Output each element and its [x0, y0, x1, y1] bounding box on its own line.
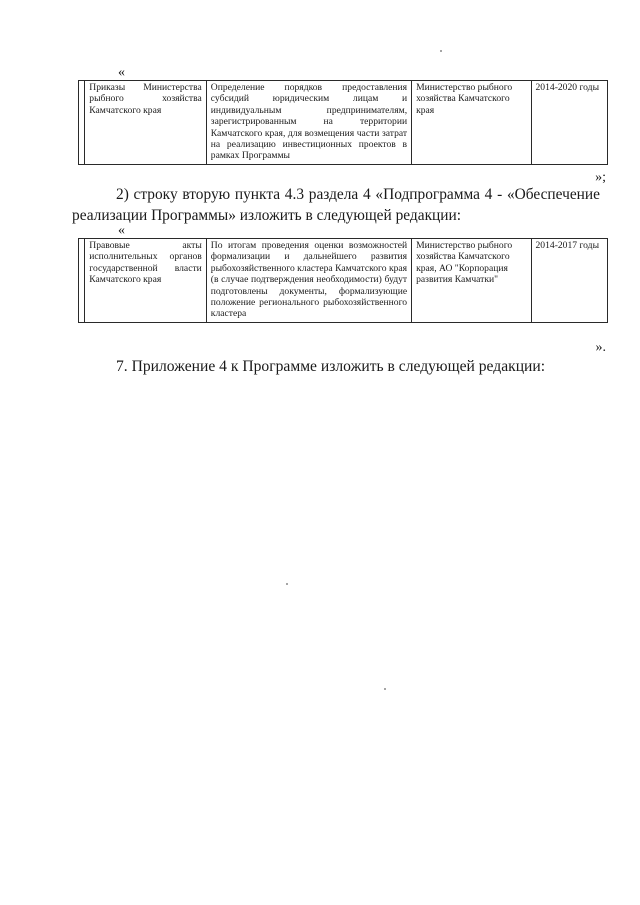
table-program-row-1 [78, 80, 608, 165]
table-cell-period: 2014-2020 годы [531, 81, 608, 165]
opening-quote-1: « [118, 65, 125, 80]
opening-quote-2: « [118, 223, 125, 238]
table-row [79, 81, 608, 165]
scan-speck [440, 50, 442, 52]
table-cell-executor: Министерство рыбного хозяйства Камчатского края [412, 81, 531, 165]
table-cell-executor: Министерство рыбного хозяйства Камчатского края, АО "Корпорация развития Камчатки" [412, 239, 531, 323]
paragraph-item-2-text: 2) строку вторую пункта 4.3 раздела 4 «Подпрограмма 4 - «Обеспечение реализации Программы» изложить в следующей редакции: [72, 186, 600, 224]
table-cell-document: Приказы Министерства рыбного хозяйства Камчатского края [85, 81, 207, 165]
table-cell-content: Определение порядков предоставления субсидий юридическим лицам и индивидуальным предпринимателям, зарегистрированным на территории Камчатского края, для возмещения части затрат на реализацию инвестиционных проектов в рамках Программы [206, 81, 411, 165]
closing-quote-2: ». [595, 340, 606, 355]
scan-speck [384, 688, 386, 690]
table-cell-period: 2014-2017 годы [531, 239, 608, 323]
table-cell-document: Правовые акты исполнительных органов государственной власти Камчатского края [85, 239, 207, 323]
closing-quote-1: »; [595, 170, 606, 185]
table-row [79, 239, 608, 323]
paragraph-item-2 [72, 184, 600, 226]
table-program-row-2 [78, 238, 608, 323]
scan-speck [286, 583, 288, 585]
table-cell-content: По итогам проведения оценки возможностей формализации и дальнейшего развития рыбохозяйственного кластера Камчатского края (в случае подтверждения необходимости) будут подготовлены документы, формализующие положение регионального рыбохозяйственного кластера [206, 239, 411, 323]
section-heading-7: 7. Приложение 4 к Программе изложить в следующей редакции: [116, 358, 546, 375]
